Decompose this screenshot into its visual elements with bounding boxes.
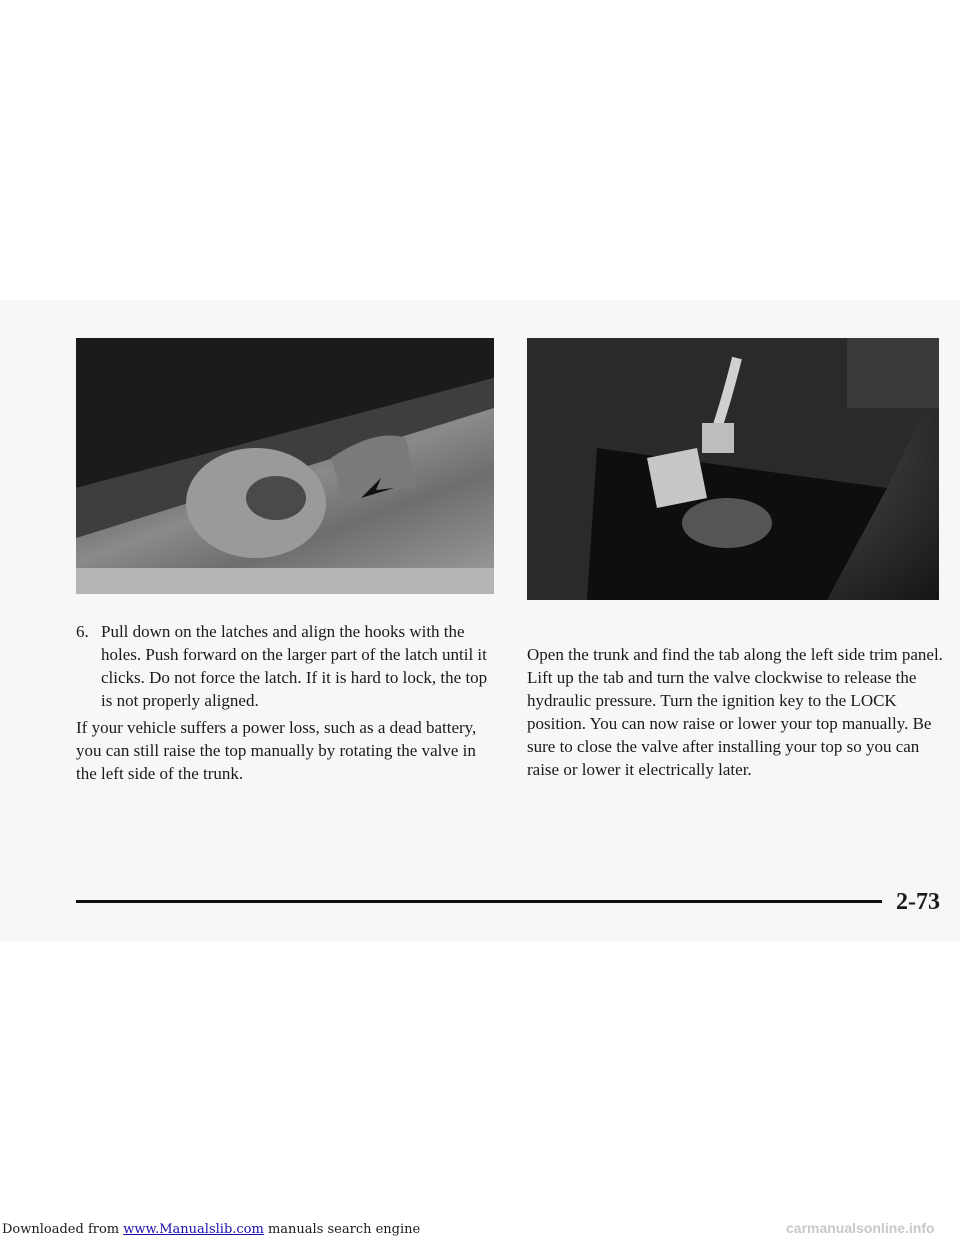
watermark: carmanualsonline.info [786, 1220, 935, 1236]
page-number: 2-73 [896, 889, 940, 915]
step-text: Pull down on the latches and align the hooks with the holes. Push forward on the larger part of the latch until it clicks. Do not force the latch. If it is hard to lock, the top is not properly aligned. [101, 622, 488, 710]
trunk-valve-paragraph: Open the trunk and find the tab along the left side trim panel. Lift up the tab and turn the valve clockwise to release the hydraulic pressure. Turn the ignition key to the LOCK position. You can now raise or lower your top manually. Be sure to close the valve after installing your top so you can raise or lower it electrically later. [527, 645, 943, 779]
download-note [2, 1222, 420, 1238]
valve-photo [527, 338, 939, 600]
power-loss-paragraph: If your vehicle suffers a power loss, such as a dead battery, you can still raise the top manually by rotating the valve in the left side of the trunk. [76, 718, 477, 783]
download-suffix: manuals search engine [263, 1222, 421, 1237]
step-number: 6. [76, 622, 89, 641]
step-6 [76, 620, 496, 712]
manualslib-link[interactable]: www.Manualslib.com [123, 1222, 264, 1237]
valve-illustration [527, 338, 939, 600]
latch-photo [76, 338, 494, 594]
download-prefix: Downloaded from [2, 1222, 124, 1237]
latch-illustration [76, 338, 494, 594]
footer-rule [76, 900, 882, 903]
